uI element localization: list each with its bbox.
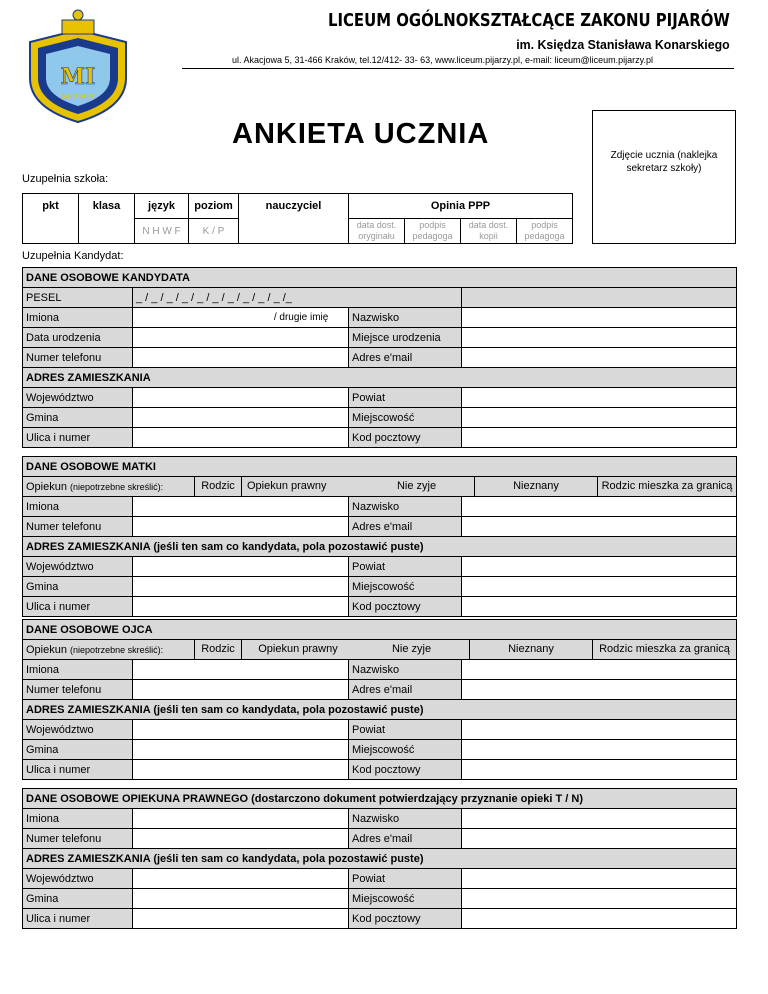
guardian-wojewodztwo-input[interactable] xyxy=(133,869,349,889)
guardian-nazwisko-label: Nazwisko xyxy=(349,809,462,829)
father-telefon-input[interactable] xyxy=(133,680,349,700)
mother-miejscowosc-input[interactable] xyxy=(462,577,737,597)
father-imiona-input[interactable] xyxy=(133,660,349,680)
father-rodzic-option[interactable]: Rodzic xyxy=(194,640,241,659)
mother-opiekun-label: Opiekun xyxy=(26,480,67,493)
klasa-cell[interactable] xyxy=(79,219,135,244)
pkt-cell[interactable] xyxy=(23,219,79,244)
school-crest-logo xyxy=(14,8,142,126)
guardian-email-label: Adres e'mail xyxy=(349,829,462,849)
guardian-telefon-input[interactable] xyxy=(133,829,349,849)
father-granica-option[interactable]: Rodzic mieszka za granicą xyxy=(592,640,736,659)
father-gmina-label: Gmina xyxy=(23,740,133,760)
miejsce-urodzenia-input[interactable] xyxy=(462,328,737,348)
nazwisko-input[interactable] xyxy=(462,308,737,328)
ulica-label: Ulica i numer xyxy=(23,428,133,448)
mother-powiat-input[interactable] xyxy=(462,557,737,577)
mother-ulica-label: Ulica i numer xyxy=(23,597,133,617)
father-powiat-input[interactable] xyxy=(462,720,737,740)
poziom-options[interactable]: K / P xyxy=(189,219,239,244)
father-ulica-input[interactable] xyxy=(133,760,349,780)
guardian-kod-label: Kod pocztowy xyxy=(349,909,462,929)
gmina-input[interactable] xyxy=(133,408,349,428)
school-address: ul. Akacjowa 5, 31-466 Kraków, tel.12/412- 33- 63, www.liceum.pijarzy.pl, e-mail: liceum@liceum.pijarzy.pl xyxy=(232,55,653,65)
father-table xyxy=(22,619,737,780)
guardian-imiona-input[interactable] xyxy=(133,809,349,829)
ppp-data-oryginalu[interactable]: data dost. oryginału xyxy=(349,219,405,244)
mother-nazwisko-label: Nazwisko xyxy=(349,497,462,517)
father-nazwisko-input[interactable] xyxy=(462,660,737,680)
powiat-input[interactable] xyxy=(462,388,737,408)
mother-granica-option[interactable]: Rodzic mieszka za granicą xyxy=(597,477,736,496)
email-label: Adres e'mail xyxy=(349,348,462,368)
guardian-imiona-label: Imiona xyxy=(23,809,133,829)
imiona-label: Imiona xyxy=(23,308,133,328)
school-patron: im. Księdza Stanisława Konarskiego xyxy=(516,37,730,52)
guardian-table xyxy=(22,788,737,929)
mother-kod-input[interactable] xyxy=(462,597,737,617)
father-telefon-label: Numer telefonu xyxy=(23,680,133,700)
father-nie-zyje-option[interactable]: Nie zyje xyxy=(391,643,432,655)
kod-input[interactable] xyxy=(462,428,737,448)
header-divider xyxy=(182,68,734,69)
mother-telefon-input[interactable] xyxy=(133,517,349,537)
data-urodzenia-label: Data urodzenia xyxy=(23,328,133,348)
col-klasa: klasa xyxy=(79,194,135,219)
mother-nieznany-option[interactable]: Nieznany xyxy=(474,477,597,496)
mother-table xyxy=(22,456,737,617)
mother-opiekun-prawny-option[interactable]: Opiekun prawny xyxy=(241,477,359,496)
father-address-header: ADRES ZAMIESZKANIA (jeśli ten sam co kandydata, pola pozostawić puste) xyxy=(23,700,737,720)
mother-miejscowosc-label: Miejscowość xyxy=(349,577,462,597)
miejscowosc-input[interactable] xyxy=(462,408,737,428)
guardian-kod-input[interactable] xyxy=(462,909,737,929)
kod-label: Kod pocztowy xyxy=(349,428,462,448)
mother-email-input[interactable] xyxy=(462,517,737,537)
guardian-powiat-label: Powiat xyxy=(349,869,462,889)
guardian-nazwisko-input[interactable] xyxy=(462,809,737,829)
school-name: LICEUM OGÓLNOKSZTAŁCĄCE ZAKONU PIJARÓW xyxy=(328,10,730,31)
powiat-label: Powiat xyxy=(349,388,462,408)
telefon-input[interactable] xyxy=(133,348,349,368)
guardian-gmina-label: Gmina xyxy=(23,889,133,909)
mother-email-label: Adres e'mail xyxy=(349,517,462,537)
school-fill-table xyxy=(22,193,573,244)
mother-kod-label: Kod pocztowy xyxy=(349,597,462,617)
photo-box: Zdjęcie ucznia (naklejka sekretarz szkoły) xyxy=(592,110,736,244)
father-section-header: DANE OSOBOWE OJCA xyxy=(23,620,737,640)
gmina-label: Gmina xyxy=(23,408,133,428)
col-jezyk: język xyxy=(135,194,189,219)
mother-nazwisko-input[interactable] xyxy=(462,497,737,517)
mother-gmina-label: Gmina xyxy=(23,577,133,597)
father-wojewodztwo-label: Województwo xyxy=(23,720,133,740)
mother-address-header: ADRES ZAMIESZKANIA (jeśli ten sam co kandydata, pola pozostawić puste) xyxy=(23,537,737,557)
col-opinia-ppp: Opinia PPP xyxy=(349,194,573,219)
jezyk-options[interactable]: N H W F xyxy=(135,219,189,244)
mother-nie-zyje-option[interactable]: Nie zyje xyxy=(396,480,437,492)
pesel-input[interactable]: _ / _ / _ / _ / _ / _ / _ / _ / _ / _ /_ xyxy=(133,288,462,308)
miejsce-urodzenia-label: Miejsce urodzenia xyxy=(349,328,462,348)
mother-ulica-input[interactable] xyxy=(133,597,349,617)
mother-wojewodztwo-label: Województwo xyxy=(23,557,133,577)
guardian-email-input[interactable] xyxy=(462,829,737,849)
mother-telefon-label: Numer telefonu xyxy=(23,517,133,537)
guardian-miejscowosc-label: Miejscowość xyxy=(349,889,462,909)
guardian-powiat-input[interactable] xyxy=(462,869,737,889)
mother-note: (niepotrzebne skreślić): xyxy=(70,481,164,492)
mother-rodzic-option[interactable]: Rodzic xyxy=(194,477,241,496)
father-gmina-input[interactable] xyxy=(133,740,349,760)
mother-imiona-label: Imiona xyxy=(23,497,133,517)
nauczyciel-cell[interactable] xyxy=(239,219,349,244)
guardian-wojewodztwo-label: Województwo xyxy=(23,869,133,889)
imiona-input[interactable] xyxy=(133,308,349,328)
ppp-podpis-1[interactable]: podpis pedagoga xyxy=(405,219,461,244)
mother-section-header: DANE OSOBOWE MATKI xyxy=(23,457,737,477)
ppp-data-kopii[interactable]: data dost. kopii xyxy=(461,219,517,244)
father-kod-input[interactable] xyxy=(462,760,737,780)
pesel-label: PESEL xyxy=(23,288,133,308)
svg-text:M·P Θ·Y: M·P Θ·Y xyxy=(61,93,95,102)
document-title: ANKIETA UCZNIA xyxy=(232,118,490,150)
father-miejscowosc-input[interactable] xyxy=(462,740,737,760)
miejscowosc-label: Miejscowość xyxy=(349,408,462,428)
candidate-fill-label: Uzupełnia Kandydat: xyxy=(22,250,124,262)
father-note: (niepotrzebne skreślić): xyxy=(70,644,164,655)
ulica-input[interactable] xyxy=(133,428,349,448)
school-fill-label: Uzupełnia szkoła: xyxy=(22,173,109,185)
father-imiona-label: Imiona xyxy=(23,660,133,680)
candidate-section-header: DANE OSOBOWE KANDYDATA xyxy=(23,268,737,288)
mother-wojewodztwo-input[interactable] xyxy=(133,557,349,577)
col-pkt: pkt xyxy=(23,194,79,219)
ppp-podpis-2[interactable]: podpis pedagoga xyxy=(517,219,573,244)
col-poziom: poziom xyxy=(189,194,239,219)
candidate-address-header: ADRES ZAMIESZKANIA xyxy=(23,368,737,388)
father-wojewodztwo-input[interactable] xyxy=(133,720,349,740)
mother-powiat-label: Powiat xyxy=(349,557,462,577)
nazwisko-label: Nazwisko xyxy=(349,308,462,328)
guardian-gmina-input[interactable] xyxy=(133,889,349,909)
father-email-input[interactable] xyxy=(462,680,737,700)
father-opiekun-label: Opiekun xyxy=(26,643,67,656)
email-input[interactable] xyxy=(462,348,737,368)
guardian-address-header: ADRES ZAMIESZKANIA (jeśli ten sam co kandydata, pola pozostawić puste) xyxy=(23,849,737,869)
father-powiat-label: Powiat xyxy=(349,720,462,740)
data-urodzenia-input[interactable] xyxy=(133,328,349,348)
father-status-row xyxy=(23,640,737,660)
guardian-ulica-label: Ulica i numer xyxy=(23,909,133,929)
father-kod-label: Kod pocztowy xyxy=(349,760,462,780)
wojewodztwo-input[interactable] xyxy=(133,388,349,408)
father-opiekun-prawny-option[interactable]: Opiekun prawny xyxy=(241,640,354,659)
drugie-imie-hint: / drugie imię xyxy=(273,312,329,323)
guardian-ulica-input[interactable] xyxy=(133,909,349,929)
guardian-section-header: DANE OSOBOWE OPIEKUNA PRAWNEGO (dostarczono dokument potwierdzający przyznanie opieki T / N) xyxy=(23,789,737,809)
guardian-miejscowosc-input[interactable] xyxy=(462,889,737,909)
father-ulica-label: Ulica i numer xyxy=(23,760,133,780)
mother-gmina-input[interactable] xyxy=(133,577,349,597)
father-miejscowosc-label: Miejscowość xyxy=(349,740,462,760)
candidate-table xyxy=(22,267,737,448)
father-nieznany-option[interactable]: Nieznany xyxy=(469,640,592,659)
wojewodztwo-label: Województwo xyxy=(23,388,133,408)
father-nazwisko-label: Nazwisko xyxy=(349,660,462,680)
svg-text:MI: MI xyxy=(60,64,96,90)
pesel-blank xyxy=(462,288,737,308)
guardian-telefon-label: Numer telefonu xyxy=(23,829,133,849)
mother-imiona-input[interactable] xyxy=(133,497,349,517)
col-nauczyciel: nauczyciel xyxy=(239,194,349,219)
mother-status-row xyxy=(23,477,737,497)
father-email-label: Adres e'mail xyxy=(349,680,462,700)
telefon-label: Numer telefonu xyxy=(23,348,133,368)
